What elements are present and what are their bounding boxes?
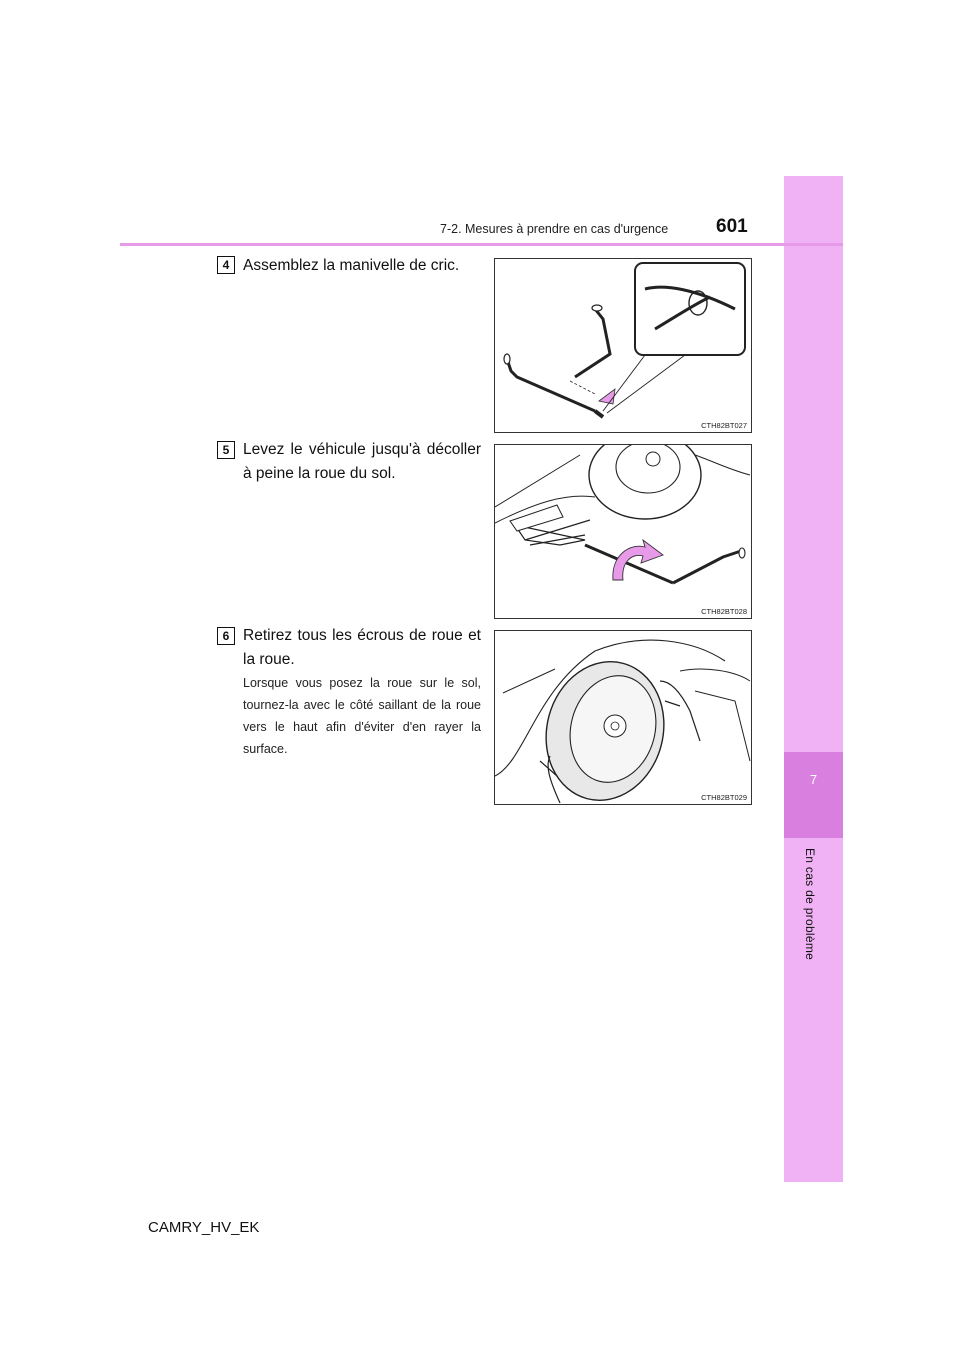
step-4-text: Assemblez la manivelle de cric. xyxy=(243,257,460,274)
figure-jack-handle-assembly xyxy=(494,258,752,433)
step-badge-5: 5 xyxy=(217,441,235,459)
chapter-side-tab xyxy=(784,176,843,1182)
figure-code-029: CTH82BT029 xyxy=(701,793,747,802)
step-badge-4: 4 xyxy=(217,256,235,274)
step-6-text: Retirez tous les écrous de roue et la roue. xyxy=(243,627,481,668)
step-badge-6: 6 xyxy=(217,627,235,645)
model-code: CAMRY_HV_EK xyxy=(148,1219,260,1236)
figure-lift-vehicle xyxy=(494,444,752,619)
figure-code-027: CTH82BT027 xyxy=(701,421,747,430)
header-rule xyxy=(120,243,843,246)
chapter-number: 7 xyxy=(809,772,818,787)
wheel-removal-illustration xyxy=(495,631,751,804)
step-5-text: Levez le véhicule jusqu'à décoller à peine la roue du sol. xyxy=(243,441,481,482)
section-title: 7-2. Mesures à prendre en cas d'urgence xyxy=(440,222,669,236)
page-number: 601 xyxy=(716,216,748,237)
figure-code-028: CTH82BT028 xyxy=(701,607,747,616)
jack-lift-illustration xyxy=(495,445,751,618)
figure-remove-wheel xyxy=(494,630,752,805)
chapter-label: En cas de problème xyxy=(803,848,817,961)
step-6-note: Lorsque vous posez la roue sur le sol, tournez-la avec le côté saillant de la roue vers le haut afin d'éviter d'en rayer la surface. xyxy=(243,676,481,756)
chapter-side-tab-active xyxy=(784,752,843,838)
jack-handle-illustration xyxy=(495,259,751,432)
